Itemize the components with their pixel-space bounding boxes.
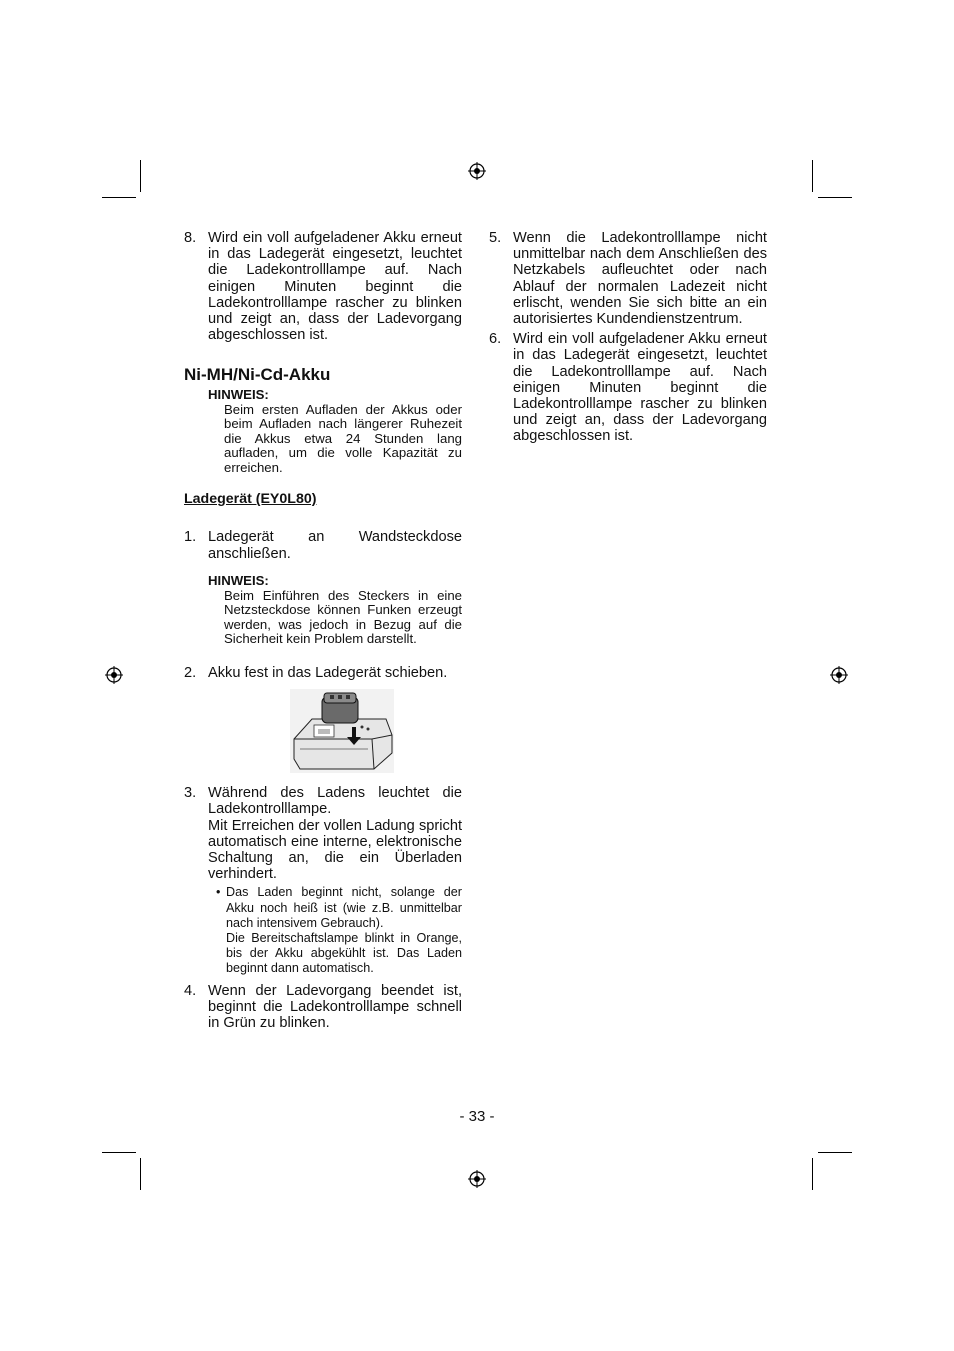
item-number: 3.	[184, 785, 197, 802]
page-number: - 33 -	[459, 1108, 495, 1125]
item-text: Wird ein voll aufgeladener Akku erneut in das Ladegerät eingesetzt, leuchtet die Ladekontrolllampe auf. Nach einigen Minuten beginnt die Ladekontrolllampe rascher zu blinken und zeigt an, dass der Ladevorgang abgeschlossen ist.	[513, 331, 767, 445]
registration-mark-icon	[104, 665, 124, 685]
hint-label: HINWEIS:	[208, 572, 269, 588]
charger-subheading: Ladegerät (EY0L80)	[184, 491, 317, 508]
item-number: 6.	[489, 331, 502, 348]
item-text-line: Während des Ladens leuchtet die Ladekontrolllampe.	[208, 785, 462, 818]
item-text	[208, 785, 462, 882]
crop-mark	[140, 160, 141, 192]
registration-mark-icon	[467, 161, 487, 181]
item-text: Wird ein voll aufgeladener Akku erneut in das Ladegerät eingesetzt, leuchtet die Ladekontrolllampe auf. Nach einigen Minuten beginnt die Ladekontrolllampe rascher zu blinken und zeigt an, dass der Ladevorgang abgeschlossen ist.	[208, 230, 462, 344]
hint-text: Beim Einführen des Steckers in eine Netzsteckdose können Funken erzeugt werden, was jedoch in Bezug auf die Sicherheit kein Problem darstellt.	[224, 587, 462, 647]
item-text-line: Mit Erreichen der vollen Ladung spricht automatisch eine interne, elektronische Schaltung an, die ein Überladen verhindert.	[208, 817, 462, 883]
list-item-3	[184, 785, 462, 882]
list-item-4	[184, 983, 462, 1032]
item-number: 2.	[184, 664, 197, 681]
crop-mark	[140, 1158, 141, 1190]
list-item-8	[184, 230, 462, 343]
section-title: Ni-MH/Ni-Cd-Akku	[184, 365, 331, 385]
item-text: Wenn der Ladevorgang beendet ist, beginnt die Ladekontrolllampe schnell in Grün zu blinken.	[208, 982, 462, 1031]
item-text: Ladegerät an Wandsteckdose anschließen.	[208, 529, 462, 562]
crop-mark	[812, 160, 813, 192]
crop-mark	[812, 1158, 813, 1190]
item-text: Wenn die Ladekontrolllampe nicht unmittelbar nach dem Anschließen des Netzkabels aufleuchtet oder nach Ablauf der normalen Ladezeit nicht erlischt, wenden Sie sich bitte an ein autorisiertes Kundendienstzentrum.	[513, 230, 767, 328]
item-number: 5.	[489, 230, 502, 246]
registration-mark-icon	[829, 665, 849, 685]
item-text: Akku fest in das Ladegerät schieben.	[208, 664, 448, 681]
hint-text: Beim ersten Aufladen der Akkus oder beim Aufladen nach längerer Ruhezeit die Akkus etwa 24 Stunden lang aufladen, um die volle Kapazität zu erreichen.	[224, 401, 462, 475]
bullet-text: Das Laden beginnt nicht, solange der Akku noch heiß ist (wie z.B. unmittelbar nach intensivem Gebrauch).	[226, 885, 462, 930]
list-item-1	[184, 529, 462, 561]
registration-mark-icon	[467, 1169, 487, 1189]
list-item-6	[489, 331, 767, 444]
crop-mark	[102, 1152, 136, 1153]
list-item-5	[489, 230, 767, 327]
bullet-note	[216, 885, 462, 931]
item-number: 1.	[184, 529, 197, 546]
right-column	[489, 230, 767, 445]
left-column	[184, 230, 462, 1031]
charger-illustration	[290, 689, 394, 773]
bullet-icon: •	[216, 885, 221, 900]
crop-mark	[818, 197, 852, 198]
list-item-2	[184, 665, 462, 681]
item-number: 4.	[184, 982, 197, 999]
crop-mark	[818, 1152, 852, 1153]
hint-label: HINWEIS:	[208, 386, 269, 402]
bullet-subtext: Die Bereitschaftslampe blinkt in Orange, bis der Akku abgekühlt ist. Das Laden beginnt dann automatisch.	[226, 930, 462, 976]
crop-mark	[102, 197, 136, 198]
item-number: 8.	[184, 230, 197, 246]
